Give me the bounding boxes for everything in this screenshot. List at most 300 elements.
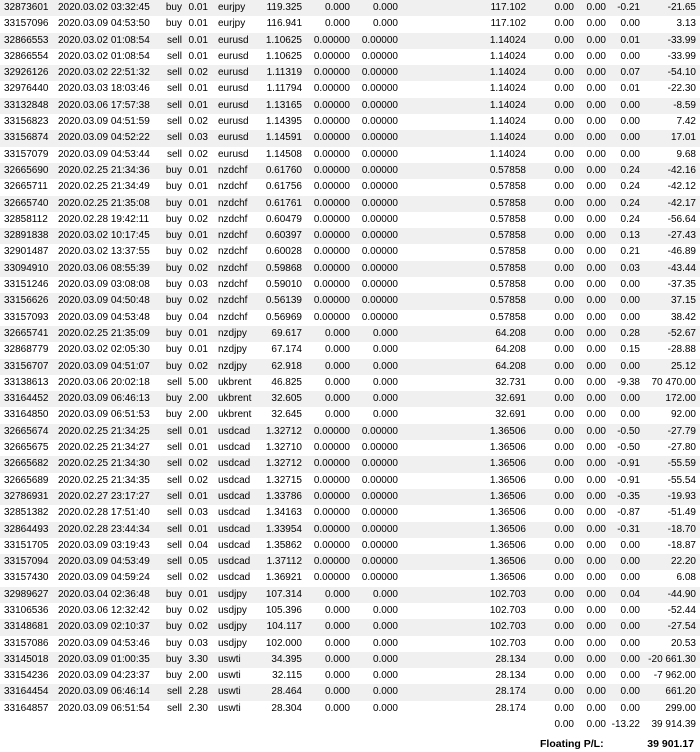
table-row[interactable]	[0, 310, 700, 326]
spacer-cell	[398, 407, 464, 423]
spacer-cell	[398, 456, 464, 472]
cell-open-price: 0.61756	[265, 181, 302, 193]
cell-item: usdcad	[218, 456, 252, 472]
cell-taxes: 0.00	[586, 474, 606, 486]
cell-open-price: 1.32715	[265, 474, 302, 486]
table-row[interactable]	[0, 16, 700, 32]
cell-open-time: 2020.02.28 17:51:40	[58, 507, 150, 519]
cell-close-price: 32.691	[464, 391, 526, 407]
cell-size: 0.02	[182, 456, 208, 472]
cell-ticket: 33164850	[4, 409, 49, 421]
cell-sl: 0.00000	[313, 279, 350, 291]
cell-open-time: 2020.02.28 19:42:11	[58, 213, 150, 225]
cell-profit: -21.65	[640, 0, 700, 16]
cell-swap: 0.00	[606, 359, 640, 375]
table-row[interactable]	[0, 65, 700, 81]
cell-sl: 0.00000	[302, 130, 350, 146]
cell-tp: 0.000	[372, 604, 398, 616]
cell-sl: 0.000	[324, 702, 350, 714]
cell-open-time: 2020.02.25 21:34:49	[58, 181, 150, 193]
cell-close-price: 102.703	[489, 604, 526, 616]
cell-close-price: 1.36506	[464, 522, 526, 538]
cell-size: 2.00	[188, 409, 208, 421]
cell-item: usdcad	[218, 507, 251, 519]
cell-profit: -7 962.00	[653, 670, 696, 682]
cell-type: buy	[162, 619, 182, 635]
cell-open-time: 2020.03.09 04:23:37	[58, 670, 150, 682]
cell-taxes: 0.00	[574, 163, 606, 179]
cell-tp: 0.00000	[350, 261, 398, 277]
cell-tp: 0.00000	[361, 311, 398, 323]
cell-commission: 0.00	[526, 163, 574, 179]
cell-close-price: 1.14024	[464, 130, 526, 146]
cell-size: 0.01	[182, 163, 208, 179]
cell-tp: 0.000	[372, 344, 398, 356]
cell-commission: 0.00	[526, 98, 574, 114]
cell-sl: 0.000	[324, 18, 350, 30]
cell-open-time: 2020.02.25 21:35:09	[56, 326, 162, 342]
cell-size: 0.01	[188, 83, 208, 95]
cell-item: nzdchf	[218, 196, 252, 212]
cell-swap: 0.00	[620, 409, 640, 421]
cell-sl: 0.00000	[313, 442, 350, 454]
cell-type: buy	[162, 391, 182, 407]
cell-ticket: 32868779	[4, 344, 49, 356]
cell-close-price: 0.57858	[489, 311, 526, 323]
spacer-cell	[208, 701, 218, 717]
cell-close-price: 1.36506	[464, 456, 526, 472]
cell-swap: -0.87	[617, 507, 640, 519]
table-row[interactable]	[0, 391, 700, 407]
cell-tp: 0.00000	[361, 246, 398, 258]
cell-size: 0.02	[182, 293, 208, 309]
cell-close-price: 32.691	[495, 409, 526, 421]
cell-type: buy	[165, 279, 182, 291]
table-row[interactable]	[0, 652, 700, 668]
cell-type: buy	[165, 637, 182, 649]
cell-commission: 0.00	[526, 130, 574, 146]
cell-close-price: 32.731	[495, 376, 526, 388]
cell-open-price: 1.10625	[265, 50, 302, 62]
cell-type: buy	[165, 311, 182, 323]
cell-size: 0.03	[188, 637, 208, 649]
cell-ticket: 33156874	[0, 130, 56, 146]
cell-commission: 0.00	[554, 604, 574, 616]
table-row[interactable]	[0, 293, 700, 309]
cell-tp: 0.00000	[361, 539, 398, 551]
cell-profit: -27.80	[667, 442, 696, 454]
cell-swap: 0.00	[620, 572, 640, 584]
table-row[interactable]	[0, 98, 700, 114]
table-row[interactable]	[0, 359, 700, 375]
spacer-cell	[208, 538, 218, 554]
cell-size: 0.05	[182, 554, 208, 570]
cell-size: 0.02	[182, 619, 208, 635]
spacer-cell	[398, 473, 464, 489]
cell-ticket: 33138613	[4, 376, 49, 388]
cell-sl: 0.00000	[313, 213, 350, 225]
cell-open-price: 28.464	[252, 684, 302, 700]
cell-taxes: 0.00	[586, 507, 606, 519]
cell-open-price: 119.325	[252, 0, 302, 16]
cell-item: usdcad	[218, 522, 252, 538]
cell-sl: 0.00000	[313, 83, 350, 95]
cell-sl: 0.000	[324, 670, 350, 682]
table-row[interactable]	[0, 522, 700, 538]
cell-open-price: 1.33954	[252, 522, 302, 538]
cell-commission: 0.00	[526, 326, 574, 342]
spacer-cell	[208, 261, 218, 277]
spacer-cell	[398, 147, 464, 163]
cell-open-price: 1.32710	[265, 442, 302, 454]
cell-close-price: 0.57858	[489, 181, 526, 193]
cell-open-time: 2020.02.28 23:44:34	[56, 522, 162, 538]
spacer-cell	[398, 98, 464, 114]
cell-open-price: 0.56969	[265, 311, 302, 323]
spacer-cell	[208, 456, 218, 472]
cell-commission: 0.00	[526, 522, 574, 538]
cell-tp: 0.00000	[350, 65, 398, 81]
cell-commission: 0.00	[526, 391, 574, 407]
cell-item: nzdjpy	[218, 344, 247, 356]
cell-open-price: 1.13165	[252, 98, 302, 114]
cell-sl: 0.00000	[302, 293, 350, 309]
cell-open-time: 2020.02.25 21:34:35	[58, 474, 150, 486]
spacer-cell	[208, 619, 218, 635]
cell-type: buy	[165, 213, 182, 225]
cell-swap: 0.13	[606, 228, 640, 244]
cell-taxes: 0.00	[586, 376, 606, 388]
spacer-cell	[398, 668, 464, 684]
cell-type: sell	[166, 702, 182, 714]
table-row[interactable]	[0, 636, 700, 652]
table-row[interactable]	[0, 326, 700, 342]
table-row[interactable]	[0, 196, 700, 212]
table-row[interactable]	[0, 603, 700, 619]
cell-tp: 0.000	[350, 587, 398, 603]
cell-sl: 0.000	[302, 0, 350, 16]
cell-swap: 0.00	[620, 539, 640, 551]
cell-close-price: 0.57858	[489, 279, 526, 291]
cell-open-time: 2020.03.09 06:51:54	[58, 702, 150, 714]
spacer-cell	[398, 310, 464, 326]
cell-commission: 0.00	[554, 279, 574, 291]
cell-open-time: 2020.03.02 22:51:32	[56, 65, 162, 81]
table-row[interactable]	[0, 424, 700, 440]
table-row[interactable]	[0, 587, 700, 603]
cell-swap: 0.00	[606, 130, 640, 146]
cell-size: 0.01	[182, 424, 208, 440]
cell-close-price: 1.14024	[489, 50, 526, 62]
cell-commission: 0.00	[526, 359, 574, 375]
table-row[interactable]	[0, 130, 700, 146]
cell-ticket: 32665682	[0, 456, 56, 472]
cell-sl: 0.00000	[302, 163, 350, 179]
cell-swap: 0.00	[620, 670, 640, 682]
cell-profit: 3.13	[676, 18, 696, 30]
cell-swap: 0.24	[620, 181, 640, 193]
cell-profit: 17.01	[640, 130, 700, 146]
cell-commission: 0.00	[554, 246, 574, 258]
cell-open-price: 0.59010	[265, 279, 302, 291]
cell-profit: -55.59	[640, 456, 700, 472]
cell-item: usdcad	[218, 474, 251, 486]
cell-commission: 0.00	[526, 424, 574, 440]
cell-sl: 0.00000	[302, 424, 350, 440]
cell-tp: 0.00000	[361, 213, 398, 225]
cell-profit: -42.16	[640, 163, 700, 179]
table-row[interactable]	[0, 33, 700, 49]
spacer-cell	[398, 163, 464, 179]
table-row[interactable]	[0, 489, 700, 505]
table-row[interactable]	[0, 212, 700, 228]
table-row[interactable]	[0, 49, 700, 65]
cell-ticket: 33156707	[0, 359, 56, 375]
cell-type: sell	[166, 148, 182, 160]
cell-item: uswti	[218, 670, 241, 682]
spacer-cell	[208, 65, 218, 81]
table-row[interactable]	[0, 505, 700, 521]
spacer-cell	[398, 505, 464, 521]
table-row[interactable]	[0, 114, 700, 130]
spacer-cell	[398, 538, 464, 554]
cell-close-price: 1.36506	[464, 489, 526, 505]
cell-taxes: 0.00	[586, 279, 606, 291]
cell-close-price: 0.57858	[464, 293, 526, 309]
cell-size: 0.02	[182, 359, 208, 375]
cell-swap: -0.91	[606, 456, 640, 472]
spacer-cell	[208, 522, 218, 538]
cell-swap: 0.01	[620, 83, 640, 95]
cell-ticket: 33164452	[0, 391, 56, 407]
cell-swap: 0.00	[620, 604, 640, 616]
cell-profit: -22.30	[667, 83, 696, 95]
cell-item: nzdjpy	[218, 359, 252, 375]
cell-item: nzdchf	[218, 261, 252, 277]
cell-close-price: 1.14024	[489, 116, 526, 128]
cell-taxes: 0.00	[586, 539, 606, 551]
cell-open-time: 2020.03.09 04:52:22	[56, 130, 162, 146]
cell-open-time: 2020.03.04 02:36:48	[56, 587, 162, 603]
cell-open-price: 1.14591	[252, 130, 302, 146]
cell-commission: 0.00	[526, 684, 574, 700]
cell-size: 0.03	[182, 130, 208, 146]
cell-size: 0.04	[188, 311, 208, 323]
cell-close-price: 1.14024	[464, 33, 526, 49]
cell-commission: 0.00	[554, 50, 574, 62]
table-row[interactable]	[0, 668, 700, 684]
cell-ticket: 32665689	[4, 474, 49, 486]
cell-open-time: 2020.03.02 01:08:54	[56, 33, 162, 49]
cell-size: 0.02	[188, 116, 208, 128]
cell-sl: 0.000	[302, 684, 350, 700]
cell-size: 0.04	[188, 539, 208, 551]
cell-ticket: 32866553	[0, 33, 56, 49]
cell-item: eurusd	[218, 116, 249, 128]
cell-sl: 0.000	[324, 409, 350, 421]
spacer-cell	[208, 570, 218, 586]
cell-taxes: 0.00	[574, 359, 606, 375]
cell-size: 0.01	[188, 50, 208, 62]
cell-taxes: 0.00	[586, 572, 606, 584]
cell-close-price: 1.14024	[464, 98, 526, 114]
cell-open-time: 2020.03.09 04:51:59	[58, 116, 150, 128]
table-row[interactable]	[0, 684, 700, 700]
cell-taxes: 0.00	[574, 391, 606, 407]
cell-open-time: 2020.03.06 17:57:38	[56, 98, 162, 114]
cell-commission: 0.00	[554, 116, 574, 128]
cell-size: 0.01	[188, 344, 208, 356]
cell-item: nzdchf	[218, 311, 248, 323]
cell-item: eurusd	[218, 130, 252, 146]
cell-open-price: 69.617	[252, 326, 302, 342]
cell-tp: 0.000	[350, 619, 398, 635]
cell-swap: 0.00	[620, 637, 640, 649]
cell-taxes: 0.00	[586, 148, 606, 160]
cell-type: buy	[162, 587, 182, 603]
cell-ticket: 33164857	[4, 702, 49, 714]
table-row[interactable]	[0, 261, 700, 277]
table-row[interactable]	[0, 228, 700, 244]
table-row[interactable]	[0, 244, 700, 260]
cell-open-price: 1.32712	[252, 424, 302, 440]
cell-ticket: 33156626	[0, 293, 56, 309]
cell-open-time: 2020.02.25 21:34:36	[56, 163, 162, 179]
cell-item: nzdchf	[218, 213, 248, 225]
cell-open-time: 2020.03.09 04:51:07	[56, 359, 162, 375]
cell-profit: -52.44	[667, 604, 696, 616]
cell-close-price: 1.36506	[489, 442, 526, 454]
cell-taxes: 0.00	[574, 587, 606, 603]
cell-taxes: 0.00	[586, 246, 606, 258]
spacer-cell	[208, 684, 218, 700]
cell-profit: 22.20	[640, 554, 700, 570]
cell-open-time: 2020.03.09 04:50:48	[56, 293, 162, 309]
spacer-cell	[398, 424, 464, 440]
table-row[interactable]	[0, 163, 700, 179]
cell-taxes: 0.00	[586, 637, 606, 649]
table-row[interactable]	[0, 473, 700, 489]
cell-item: nzdchf	[218, 228, 252, 244]
cell-open-price: 28.304	[271, 702, 302, 714]
spacer-cell	[208, 668, 218, 684]
spacer-cell	[398, 114, 464, 130]
cell-taxes: 0.00	[574, 619, 606, 635]
table-row[interactable]	[0, 277, 700, 293]
cell-item: ukbrent	[218, 391, 252, 407]
cell-item: eurusd	[218, 33, 252, 49]
cell-swap: -0.21	[606, 0, 640, 16]
cell-taxes: 0.00	[586, 50, 606, 62]
spacer-cell	[218, 717, 252, 733]
cell-profit: -33.99	[640, 33, 700, 49]
table-row[interactable]	[0, 456, 700, 472]
cell-close-price: 102.703	[464, 619, 526, 635]
table-row[interactable]	[0, 147, 700, 163]
table-row[interactable]	[0, 179, 700, 195]
table-row[interactable]	[0, 81, 700, 97]
cell-open-time: 2020.03.09 04:59:24	[58, 572, 150, 584]
cell-taxes: 0.00	[586, 670, 606, 682]
table-row[interactable]	[0, 554, 700, 570]
table-row[interactable]	[0, 538, 700, 554]
cell-sl: 0.00000	[313, 50, 350, 62]
cell-size: 0.01	[188, 18, 208, 30]
spacer-cell	[208, 310, 218, 326]
cell-commission: 0.00	[554, 376, 574, 388]
cell-tp: 0.00000	[361, 148, 398, 160]
cell-commission: 0.00	[554, 344, 574, 356]
cell-tp: 0.00000	[350, 522, 398, 538]
spacer-cell	[208, 603, 218, 619]
cell-swap: 0.24	[606, 196, 640, 212]
cell-commission: 0.00	[526, 587, 574, 603]
spacer-cell	[398, 684, 464, 700]
cell-commission: 0.00	[554, 409, 574, 421]
cell-close-price: 1.36506	[489, 572, 526, 584]
cell-open-price: 107.314	[252, 587, 302, 603]
cell-close-price: 0.57858	[489, 246, 526, 258]
cell-profit: -43.44	[640, 261, 700, 277]
cell-close-price: 0.57858	[464, 196, 526, 212]
cell-type: sell	[162, 522, 182, 538]
cell-profit: -55.54	[667, 474, 696, 486]
table-row[interactable]	[0, 619, 700, 635]
cell-taxes: 0.00	[586, 702, 606, 714]
cell-close-price: 28.174	[495, 702, 526, 714]
spacer-cell	[398, 293, 464, 309]
cell-sl: 0.000	[302, 587, 350, 603]
cell-size: 0.02	[188, 572, 208, 584]
cell-taxes: 0.00	[586, 604, 606, 616]
cell-type: sell	[166, 572, 182, 584]
floating-pl-footer	[0, 738, 700, 752]
cell-open-price: 1.33786	[252, 489, 302, 505]
cell-ticket: 32989627	[0, 587, 56, 603]
spacer-cell	[208, 16, 218, 32]
cell-swap: 0.00	[606, 619, 640, 635]
table-row[interactable]	[0, 342, 700, 358]
spacer-cell	[208, 147, 218, 163]
spacer-cell	[208, 342, 218, 358]
cell-size: 0.02	[182, 261, 208, 277]
cell-close-price: 1.36506	[464, 554, 526, 570]
table-row[interactable]	[0, 375, 700, 391]
cell-sl: 0.00000	[302, 261, 350, 277]
cell-commission: 0.00	[554, 181, 574, 193]
cell-swap: -0.50	[606, 424, 640, 440]
table-row[interactable]	[0, 440, 700, 456]
cell-open-time: 2020.03.02 02:05:30	[58, 344, 150, 356]
cell-open-price: 0.61760	[252, 163, 302, 179]
table-row[interactable]	[0, 701, 700, 717]
cell-commission: 0.00	[526, 293, 574, 309]
table-row[interactable]	[0, 570, 700, 586]
total-swap: -13.22	[606, 717, 640, 733]
cell-tp: 0.00000	[350, 228, 398, 244]
spacer-cell	[398, 196, 464, 212]
cell-swap: -0.91	[617, 474, 640, 486]
cell-ticket: 32873601	[0, 0, 56, 16]
cell-tp: 0.000	[372, 409, 398, 421]
cell-ticket: 33151705	[4, 539, 49, 551]
table-row[interactable]	[0, 407, 700, 423]
table-row[interactable]	[0, 0, 700, 16]
cell-open-price: 67.174	[271, 344, 302, 356]
spacer-cell	[208, 33, 218, 49]
cell-open-time: 2020.02.25 21:34:25	[56, 424, 162, 440]
spacer-cell	[398, 440, 464, 456]
